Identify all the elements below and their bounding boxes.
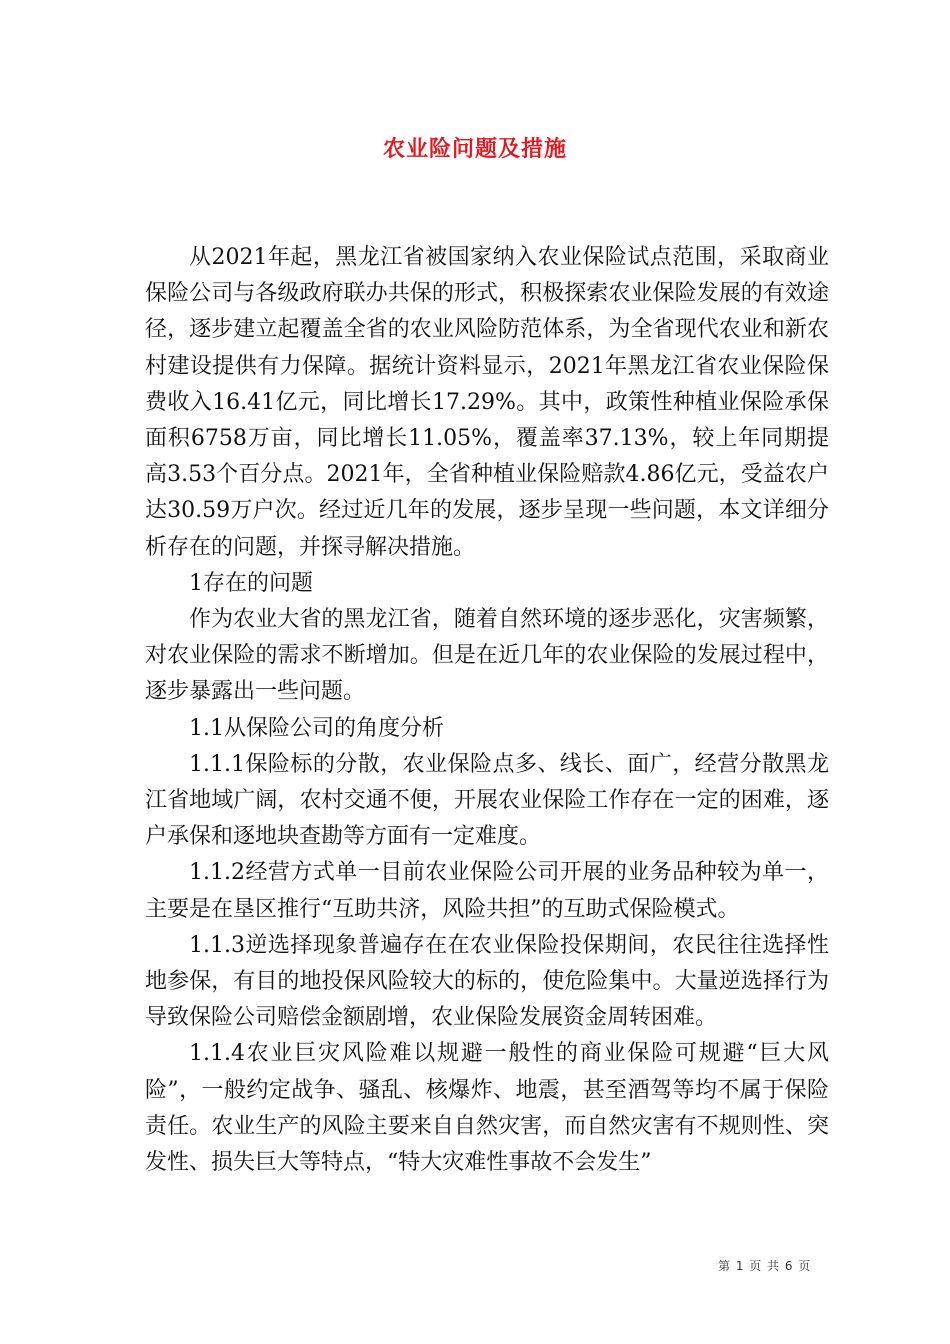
section-1-paragraph: 作为农业大省的黑龙江省，随着自然环境的逐步恶化，灾害频繁，对农业保险的需求不断增加。但是在近几年的农业保险的发展过程中，逐步暴露出一些问题。	[145, 607, 829, 705]
document-body	[145, 240, 829, 1181]
paragraph-1-1-1: 1.1.1保险标的分散，农业保险点多、线长、面广，经营分散黑龙江省地域广阔，农村交通不便，开展农业保险工作存在一定的困难，逐户承保和逐地块查勘等方面有一定难度。	[145, 751, 829, 850]
page-number: 第 1 页 共 6 页	[718, 1259, 812, 1273]
section-heading-1: 1存在的问题	[189, 570, 313, 596]
paragraph-1-1-2: 1.1.2经营方式单一目前农业保险公司开展的业务品种较为单一，主要是在垦区推行“互助共济，风险共担”的互助式保险模式。	[145, 860, 829, 922]
subsection-heading-1-1: 1.1从保险公司的角度分析	[189, 715, 444, 741]
paragraph-1-1-4: 1.1.4农业巨灾风险难以规避一般性的商业保险可规避“巨大风险”，一般约定战争、骚乱、核爆炸、地震，甚至酒驾等均不属于保险责任。农业生产的风险主要来自自然灾害，而自然灾害有不规则性、突发性、损失巨大等特点，“特大灾难性事故不会发生”	[145, 1041, 829, 1176]
intro-paragraph: 从2021年起，黑龙江省被国家纳入农业保险试点范围，采取商业保险公司与各级政府联办共保的形式，积极探索农业保险发展的有效途径，逐步建立起覆盖全省的农业风险防范体系，为全省现代农业和新农村建设提供有力保障。据统计资料显示，2021年黑龙江省农业保险保费收入16.41亿元，同比增长17.29%。其中，政策性种植业保险承保面积6758万亩，同比增长11.05%，覆盖率37.13%，较上年同期提高3.53个百分点。2021年，全省种植业保险赔款4.86亿元，受益农户达30.59万户次。经过近几年的发展，逐步呈现一些问题，本文详细分析存在的问题，并探寻解决措施。	[145, 245, 829, 560]
document-title: 农业险问题及措施	[382, 136, 567, 162]
paragraph-1-1-3: 1.1.3逆选择现象普遍存在在农业保险投保期间，农民往往选择性地参保，有目的地投保风险较大的标的，使危险集中。大量逆选择行为导致保险公司赔偿金额剧增，农业保险发展资金周转困难。	[145, 932, 829, 1031]
